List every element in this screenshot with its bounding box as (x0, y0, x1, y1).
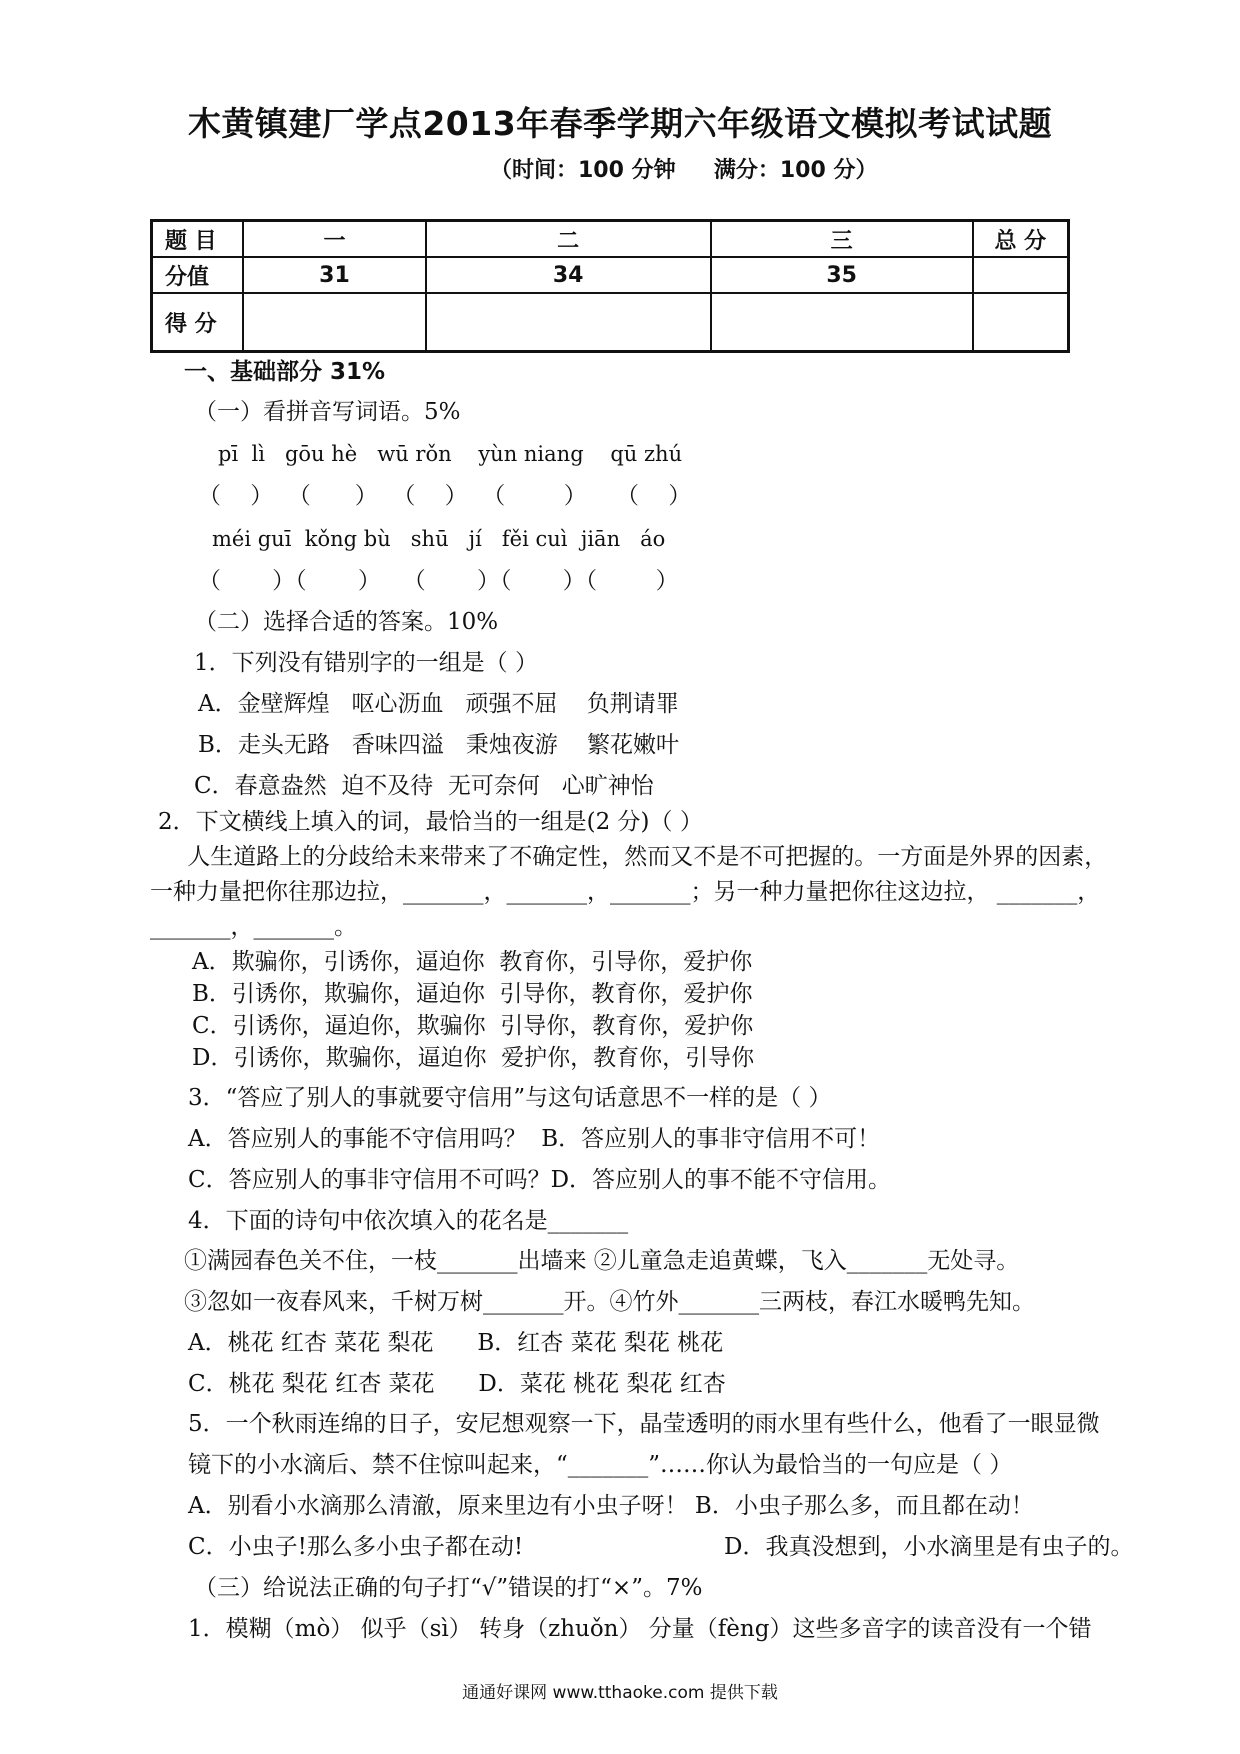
score-input-cell[interactable] (711, 293, 973, 352)
score-table-value-row (152, 257, 1069, 293)
answer-option: A．金壁辉煌 呕心沥血 顽强不屈 负荆请罪 (198, 691, 679, 717)
table-cell: 题 目 (152, 221, 244, 258)
answer-option: A．答应别人的事能不守信用吗？ B．答应别人的事非守信用不可！ (188, 1126, 881, 1152)
table-cell: 二 (426, 221, 711, 258)
table-cell: 得 分 (152, 293, 244, 352)
exam-title: 木黄镇建厂学点2013年春季学期六年级语文模拟考试试题 (187, 104, 1053, 143)
question-stem: 1．下列没有错别字的一组是（ ） (194, 650, 538, 676)
table-cell: 三 (711, 221, 973, 258)
part-heading: （二）选择合适的答案。10% (194, 609, 499, 635)
score-input-cell[interactable] (973, 293, 1069, 352)
answer-option: D．我真没想到，小水滴里是有虫子的。 (724, 1534, 1134, 1560)
table-cell: 31 (243, 257, 425, 293)
passage-line: _______，_______。 (150, 914, 357, 940)
table-cell: 34 (426, 257, 711, 293)
part-heading: （一）看拼音写词语。5% (194, 399, 461, 425)
answer-option: D．引诱你，欺骗你，逼迫你 爱护你，教育你，引导你 (192, 1045, 755, 1071)
answer-option: A．欺骗你，引诱你，逼迫你 教育你，引导你，爱护你 (192, 949, 753, 975)
poem-line: ①满园春色关不住，一枝_______出墙来 ②儿童急走追黄蝶，飞入_______无处寻。 (184, 1248, 1020, 1274)
passage-line: 一种力量把你往那边拉，_______，_______，_______；另一种力量把你往这边拉， _______， (150, 879, 1101, 905)
score-table-header-row (152, 221, 1069, 258)
question-stem: 1．模糊（mò） 似乎（sì） 转身（zhuǒn） 分量（fèng）这些多音字的读音没有一个错 (188, 1616, 1092, 1642)
answer-option: B．走头无路 香味四溢 秉烛夜游 繁花嫩叶 (198, 732, 680, 758)
answer-option: A．别看小水滴那么清澈，原来里边有小虫子呀！ B．小虫子那么多，而且都在动！ (188, 1493, 1034, 1519)
question-stem: 2．下文横线上填入的词，最恰当的一组是(2 分)（ ） (158, 809, 703, 835)
answer-brackets[interactable]: （ ） （ ） （ ） （ ） （ ） (198, 483, 692, 509)
question-stem: 镜下的小水滴后、禁不住惊叫起来，“_______”……你认为最恰当的一句应是（ ） (188, 1452, 1013, 1478)
score-table-score-row (152, 293, 1069, 352)
answer-option: A．桃花 红杏 菜花 梨花 B．红杏 菜花 梨花 桃花 (188, 1330, 724, 1356)
score-input-cell[interactable] (426, 293, 711, 352)
passage-line: 人生道路上的分歧给未来带来了不确定性，然而又不是不可把握的。一方面是外界的因素， (158, 844, 1108, 870)
table-cell: 35 (711, 257, 973, 293)
pinyin-row: pī lì gōu hè wū rǒn yùn niang qū zhú (218, 442, 683, 466)
table-cell (973, 257, 1069, 293)
score-input-cell[interactable] (243, 293, 425, 352)
table-cell: 总 分 (973, 221, 1069, 258)
answer-brackets[interactable]: （ ）（ ） （ ）（ ）（ ） (198, 568, 679, 594)
answer-option: C．桃花 梨花 红杏 菜花 D．菜花 桃花 梨花 红杏 (188, 1371, 726, 1397)
answer-option: C．春意盎然 迫不及待 无可奈何 心旷神怡 (194, 773, 654, 799)
page-footer: 通通好课网 www.tthaoke.com 提供下载 (462, 1683, 778, 1703)
poem-line: ③忽如一夜春风来，千树万树_______开。④竹外_______三两枝，春江水暖鸭先知。 (184, 1289, 1035, 1315)
part-heading: （三）给说法正确的句子打“√”错误的打“×”。7% (194, 1575, 703, 1601)
answer-option: C．引诱你，逼迫你，欺骗你 引导你，教育你，爱护你 (192, 1013, 754, 1039)
question-stem: 3．“答应了别人的事就要守信用”与这句话意思不一样的是（ ） (188, 1085, 832, 1111)
exam-subtitle: （时间：100 分钟 满分：100 分） (490, 158, 878, 183)
pinyin-row: méi guī kǒng bù shū jí fěi cuì jiān áo (212, 527, 666, 551)
score-table (150, 219, 1070, 353)
section-heading: 一、基础部分 31% (184, 359, 386, 385)
table-cell: 分值 (152, 257, 244, 293)
question-stem: 4．下面的诗句中依次填入的花名是_______ (188, 1208, 629, 1234)
answer-option: C．答应别人的事非守信用不可吗？D．答应别人的事不能不守信用。 (188, 1167, 892, 1193)
question-stem: 5．一个秋雨连绵的日子，安尼想观察一下，晶莹透明的雨水里有些什么，他看了一眼显微 (188, 1411, 1100, 1437)
answer-option: C．小虫子!那么多小虫子都在动! (188, 1534, 524, 1560)
table-cell: 一 (243, 221, 425, 258)
answer-option: B．引诱你，欺骗你，逼迫你 引导你，教育你，爱护你 (192, 981, 753, 1007)
